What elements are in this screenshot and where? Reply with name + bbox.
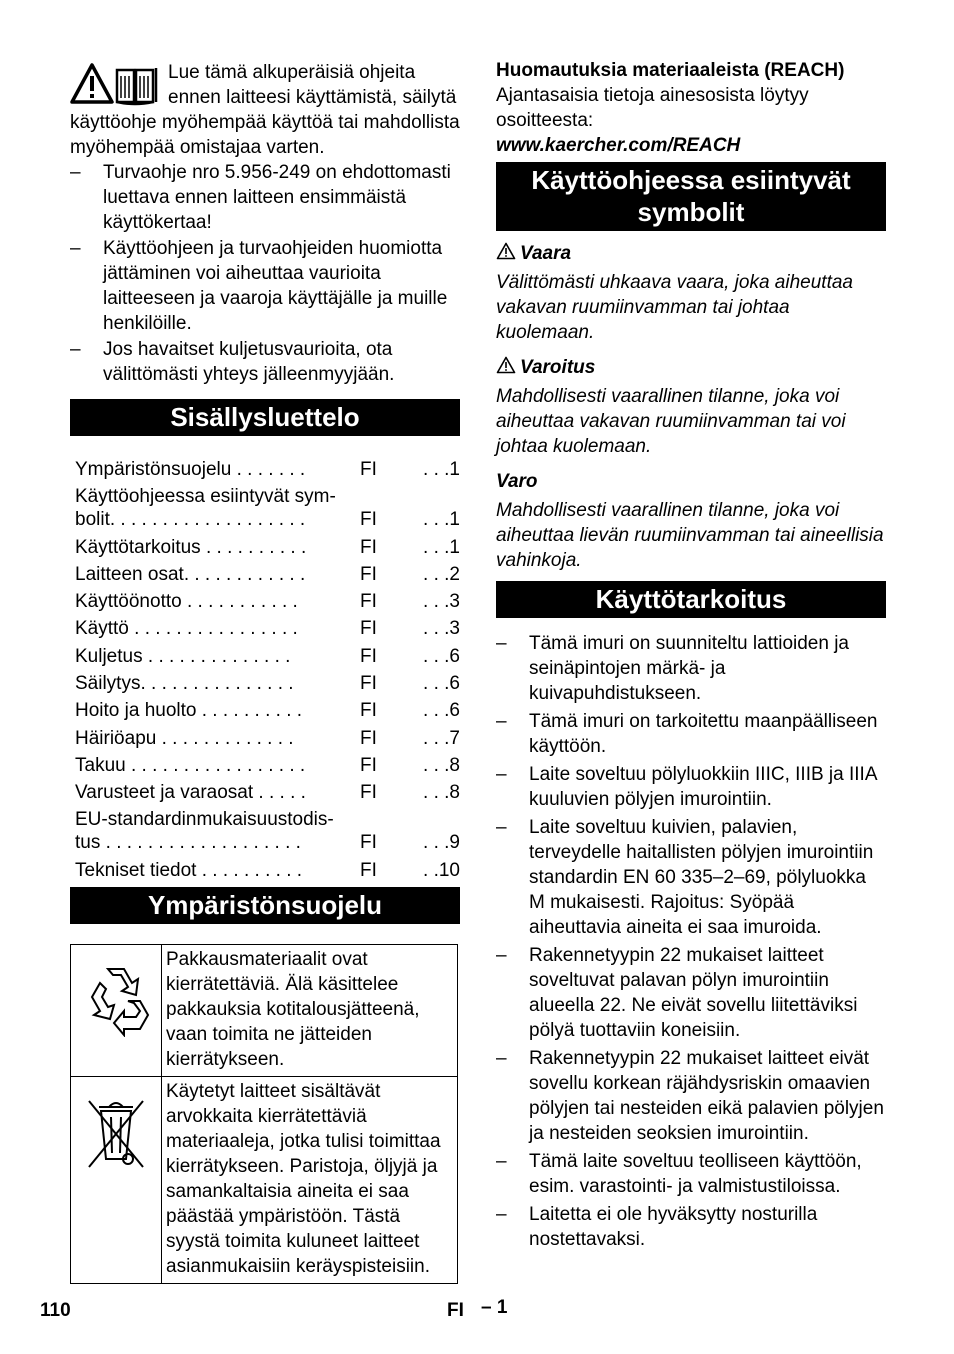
toc-entry-lang: FI [360, 673, 377, 695]
footer-lang: FI [447, 1300, 464, 1321]
toc-entry-lang: FI [360, 509, 377, 531]
toc-entry-page: . . .6 [423, 645, 460, 667]
toc-entry-text: Säilytys [75, 673, 141, 695]
table-row[interactable] [70, 695, 460, 722]
toc-entry-lang: FI [360, 536, 377, 558]
toc-entry-page: . . .1 [423, 536, 460, 558]
toc-entry-title [70, 613, 360, 640]
list-item: – Jos havaitset kuljetusvaurioita, ota välittömästi yhteys jälleenmyyjään. [70, 337, 460, 387]
toc-entry-text: Takuu [75, 754, 126, 776]
toc-entry-page: . .10 [423, 859, 460, 881]
toc-entry-page: . . .2 [423, 563, 460, 585]
toc-entry-text: Häiriöapu [75, 727, 157, 749]
manual-book-icon [117, 68, 156, 104]
env-text-cell: Käytetyt laitteet sisältävät arvokkaita kierrätettäviä materiaaleja, jotka tulisi toimittaa kierrätykseen. Paristoja, öljyjä ja samankaltaisia aineita ei saa päästää ympäristöön. Tästä syystä toimita kuluneet laitteet asianmukaisiin keräyspisteisiin. [162, 1076, 458, 1283]
toc-entry-lang: FI [360, 591, 377, 613]
list-item: – Rakennetyypin 22 mukaiset laitteet eivät sovellu korkean räjähdysriskin omaavien pölyjen tai nesteiden eikä palavien pölyjen ja nesteiden seoksien imurointiin. [496, 1046, 886, 1146]
toc-entry-title [70, 722, 360, 749]
symbol-desc-caution: Mahdollisesti vaarallinen tilanne, joka voi aiheuttaa lievän ruumiinvamman tai aineellisia vahinkoja. [496, 500, 884, 571]
toc-entry-page: . . .6 [423, 700, 460, 722]
recycling-icon [78, 961, 154, 1037]
toc-leader-dots: . . . . . . . . . . . . . . . . . [125, 754, 306, 776]
toc-entry-text: Käyttö [75, 618, 129, 640]
list-item: – Laitetta ei ole hyväksytty nosturilla nostettavaksi. [496, 1202, 886, 1252]
table-row[interactable] [70, 750, 460, 777]
left-column [70, 58, 460, 1284]
toc-entry-lang: FI [360, 782, 377, 804]
warning-triangle-icon [496, 242, 516, 260]
list-item: – Rakennetyypin 22 mukaiset laitteet soveltuvat palavan pölyn imurointiin alueella 22. Ne eivät sovellu liitettäviksi pölyä tuottaviin koneisiin. [496, 943, 886, 1043]
table-row[interactable] [70, 481, 460, 531]
toc-entry-title [70, 668, 360, 695]
toc-entry-text: Tekniset tiedot [75, 859, 197, 881]
table-row[interactable] [70, 531, 460, 558]
toc-leader-dots: . . . . . . . [231, 459, 306, 481]
toc-entry-title [70, 777, 360, 804]
toc-entry-page: . . .3 [423, 618, 460, 640]
environment-table [70, 944, 458, 1284]
toc-entry-page: . . .1 [423, 509, 460, 531]
table-row [71, 1076, 458, 1283]
right-column [496, 58, 886, 1252]
toc-leader-dots: . . . . . . . . . . [200, 536, 307, 558]
footer-page-number: 110 [40, 1300, 71, 1321]
toc-leader-dots: . . . . . . . . . . [196, 700, 303, 722]
warning-triangle-icon [496, 356, 516, 374]
toc-entry-title [70, 640, 360, 667]
toc-leader-dots: . . . . . . . . . . [196, 859, 303, 881]
list-item: – Käyttöohjeen ja turvaohjeiden huomiotta jättäminen voi aiheuttaa vaurioita laitteeseen ja vaaroja käyttäjälle ja muille henkilöille. [70, 236, 460, 336]
symbol-label-warning [496, 355, 886, 380]
toc-leader-dots: . . . . . . . . . . . . . . . . . . . [109, 509, 306, 531]
symbol-label-text: Varoitus [520, 357, 596, 378]
toc-entry-text: Käyttöönotto [75, 591, 182, 613]
toc-leader-dots: . . . . . . . . . . . . . . . . [128, 618, 298, 640]
toc-entry-title [70, 804, 360, 854]
toc-entry-title [70, 695, 360, 722]
toc-entry-lang: FI [360, 832, 377, 854]
toc-entry-line1: Käyttöohjeessa esiintyvät sym- [75, 486, 336, 508]
table-row[interactable] [70, 668, 460, 695]
toc-entry-lang: FI [360, 700, 377, 722]
toc-entry-title [70, 854, 360, 881]
table-row[interactable] [70, 640, 460, 667]
symbol-desc-danger: Välittömästi uhkaava vaara, joka aiheuttaa vakavan ruumiinvamman tai johtaa kuolemaan. [496, 272, 853, 343]
toc-entry-text: Ympäristönsuojelu [75, 459, 232, 481]
toc-entry-page: . . .8 [423, 782, 460, 804]
toc-entry-title [70, 454, 360, 481]
toc-leader-dots: . . . . . . . . . . . . [183, 563, 306, 585]
crossed-bin-icon-cell [71, 1076, 162, 1283]
environment-heading: Ympäristönsuojelu [70, 887, 460, 924]
toc-entry-text: tus [75, 832, 101, 854]
symbols-heading: Käyttöohjeessa esiintyvät symbolit [496, 162, 886, 231]
list-item: – Laite soveltuu kuivien, palavien, terveydelle haitallisten pölyjen imurointiin standardin EN 60 335–2–69, pölyluokka M mukaisesti. Rajoitus: Syöpää aiheuttavia aineita ei saa imuroida. [496, 815, 886, 940]
toc-entry-lang: FI [360, 754, 377, 776]
purpose-heading: Käyttötarkoitus [496, 581, 886, 618]
table-row[interactable] [70, 854, 460, 881]
toc-heading: Sisällysluettelo [70, 399, 460, 436]
toc-entry-page: . . .9 [423, 832, 460, 854]
toc-entry-page: . . .6 [423, 673, 460, 695]
toc-entry-text: Hoito ja huolto [75, 700, 197, 722]
toc-leader-dots: . . . . . [253, 782, 306, 804]
recycling-icon-cell [71, 944, 162, 1076]
toc-entry-title [70, 586, 360, 613]
intro-icons [70, 62, 162, 108]
toc-entry-title [70, 481, 360, 531]
toc-entry-page: . . .8 [423, 754, 460, 776]
symbol-label-danger [496, 241, 886, 266]
toc-entry-page: . . .7 [423, 727, 460, 749]
table-row[interactable] [70, 586, 460, 613]
reach-title: Huomautuksia materiaaleista (REACH) [496, 60, 845, 81]
toc-entry-lang: FI [360, 727, 377, 749]
table-row[interactable] [70, 454, 460, 481]
toc-entry-page: . . .3 [423, 591, 460, 613]
toc-entry-title [70, 531, 360, 558]
table-row[interactable] [70, 777, 460, 804]
table-row[interactable] [70, 559, 460, 586]
toc-entry-text: Käyttötarkoitus [75, 536, 201, 558]
list-item: – Tämä imuri on tarkoitettu maanpäälliseen käyttöön. [496, 709, 886, 759]
reach-text: Ajantasaisia tietoja ainesosista löytyy osoitteesta: [496, 85, 809, 131]
toc-leader-dots: . . . . . . . . . . . . . . . [140, 673, 294, 695]
toc-entry-lang: FI [360, 859, 377, 881]
table-of-contents [70, 454, 460, 882]
env-text-cell: Pakkausmateriaalit ovat kierrätettäviä. Älä käsittelee pakkauksia kotitalousjätteenä, vaan toimita ne jätteiden kierrätykseen. [162, 944, 458, 1076]
symbol-desc-warning: Mahdollisesti vaarallinen tilanne, joka voi aiheuttaa vakavan ruumiinvamman tai voi johtaa kuolemaan. [496, 386, 846, 457]
toc-entry-text: Kuljetus [75, 645, 143, 667]
toc-entry-line1: EU-standardinmukaisuustodis- [75, 809, 334, 831]
toc-entry-text: Laitteen osat [75, 563, 184, 585]
intro [70, 58, 460, 160]
toc-entry-lang: FI [360, 618, 377, 640]
list-item: – Turvaohje nro 5.956-249 on ehdottomasti luettava ennen laitteen ensimmäistä käyttökertaa! [70, 160, 460, 235]
table-row[interactable] [70, 722, 460, 749]
list-item: – Laite soveltuu pölyluokkiin IIIC, IIIB ja IIIA kuuluvien pölyjen imurointiin. [496, 762, 886, 812]
toc-leader-dots: . . . . . . . . . . . . . . [142, 645, 291, 667]
toc-leader-dots: . . . . . . . . . . . [181, 591, 298, 613]
toc-entry-lang: FI [360, 459, 377, 481]
toc-entry-text: bolit [75, 509, 110, 531]
table-row[interactable] [70, 804, 460, 854]
table-row[interactable] [70, 613, 460, 640]
toc-entry-title [70, 559, 360, 586]
crossed-bin-icon [81, 1093, 151, 1173]
list-item: – Tämä imuri on suunniteltu lattioiden ja seinäpintojen märkä- ja kuivapuhdistukseen. [496, 631, 886, 706]
symbol-label-caution: Varo [496, 471, 538, 492]
toc-entry-text: Varusteet ja varaosat [75, 782, 254, 804]
toc-leader-dots: . . . . . . . . . . . . . . . . . . . [100, 832, 301, 854]
table-row [71, 944, 458, 1076]
toc-leader-dots: . . . . . . . . . . . . . [156, 727, 294, 749]
toc-entry-lang: FI [360, 645, 377, 667]
reach-url[interactable]: www.kaercher.com/REACH [496, 135, 741, 156]
toc-entry-title [70, 750, 360, 777]
intro-text: Lue tämä alkuperäisiä ohjeita ennen laitteesi käyttämistä, säilytä käyttöohje myöhempää käyttöä tai mahdollista myöhempää omistajaa varten. [70, 62, 460, 158]
symbol-label-text: Vaara [520, 243, 572, 264]
toc-entry-page: . . .1 [423, 459, 460, 481]
warning-triangle-icon [70, 62, 162, 106]
toc-entry-lang: FI [360, 563, 377, 585]
list-item: – Tämä laite soveltuu teolliseen käyttöön, esim. varastointi- ja valmistustiloissa. [496, 1149, 886, 1199]
purpose-bullet-list [496, 631, 886, 1252]
intro-bullet-list [70, 160, 460, 387]
footer-section-page: – 1 [481, 1297, 508, 1318]
